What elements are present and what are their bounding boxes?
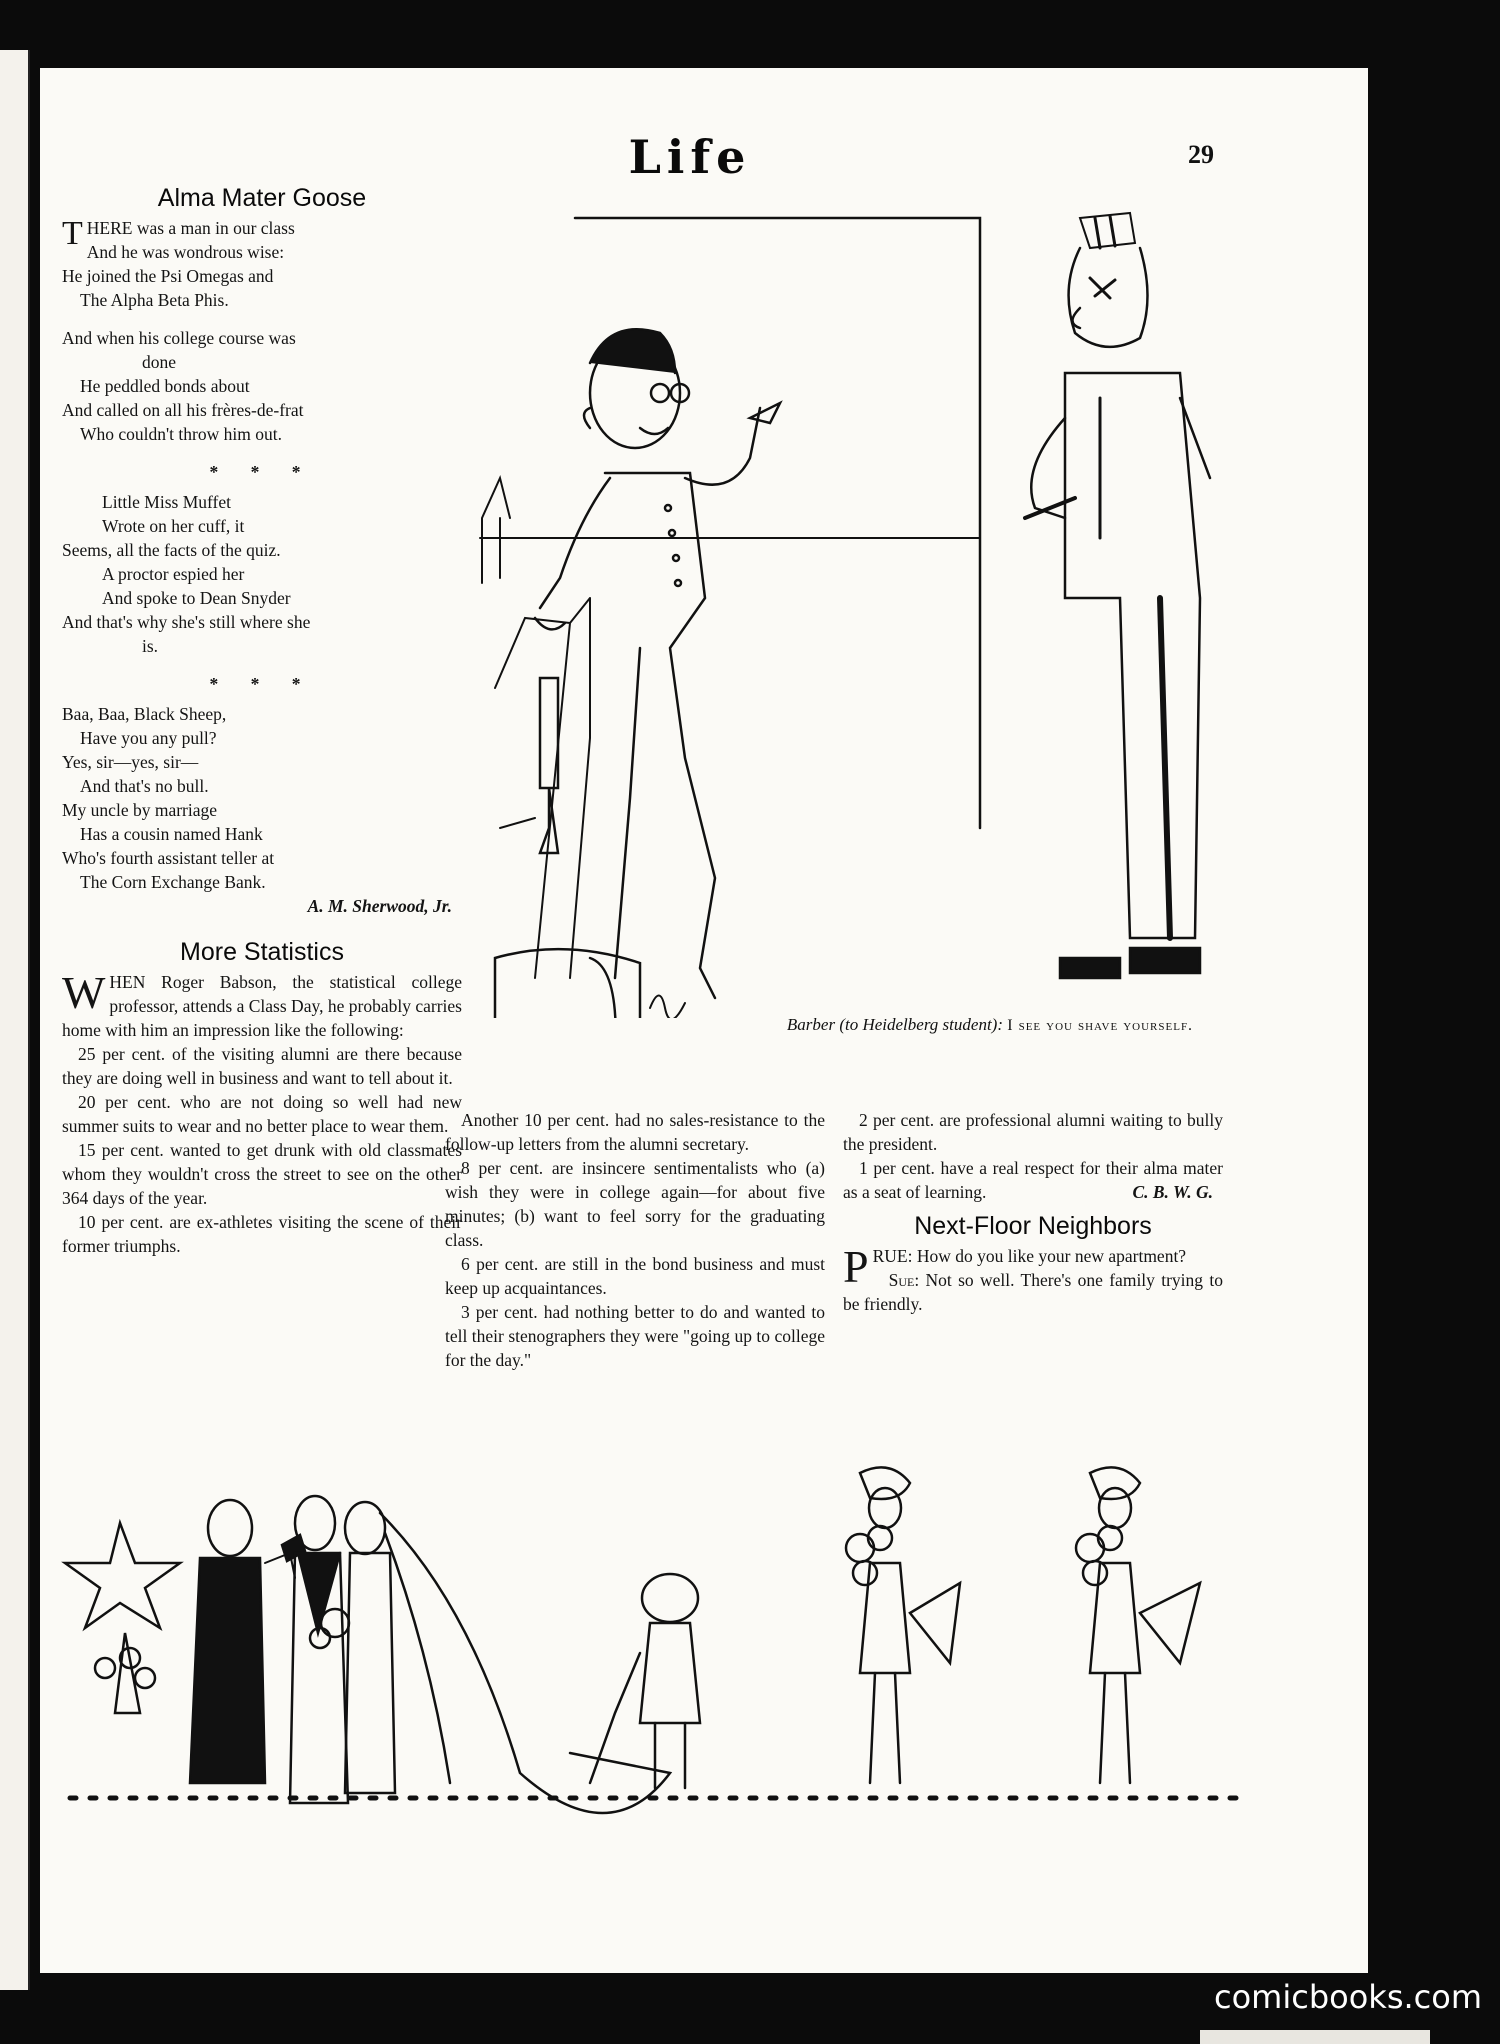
verse-line: Little Miss Muffet [102,492,231,512]
sue-line: Sue: Not so well. There's one family trying to be friendly. [843,1270,1223,1314]
verse-line: is. [142,636,159,656]
alma-mater-signature: A. M. Sherwood, Jr. [307,896,452,916]
separator: * * * [209,674,315,694]
statistics-paragraph: 2 per cent. are professional alumni waiting to bully the president. [843,1110,1223,1154]
middle-column [445,1108,825,1372]
verse-line: He joined the Psi Omegas and [62,266,274,286]
verse-line: My uncle by marriage [62,800,218,820]
verse-line: And when his college course was [62,328,296,348]
verse-line: Have you any pull? [80,728,217,748]
verse-line: Has a cousin named Hank [80,824,263,844]
verse-line: Baa, Baa, Black Sheep, [62,704,227,724]
magazine-page [40,68,1368,1973]
verse-line: He peddled bonds about [80,376,250,396]
watermark: comicbooks.com [1213,1978,1482,2016]
statistics-paragraph: Another 10 per cent. had no sales-resistance to the follow-up letters from the alumni secretary. [445,1110,825,1154]
page-number: 29 [1188,140,1214,169]
verse-line: A proctor espied her [102,564,245,584]
statistics-paragraph: 3 per cent. had nothing better to do and wanted to tell their stenographers they were "going up to college for the day." [445,1302,825,1370]
verse-line: And that's no bull. [80,776,209,796]
statistics-paragraph: 10 per cent. are ex-athletes visiting the scene of their former triumphs. [62,1212,462,1256]
cartoon-caption [730,1013,1250,1038]
barber-cartoon-illustration [440,178,1240,1018]
next-floor-title: Next-Floor Neighbors [914,1212,1152,1240]
statistics-paragraph: 6 per cent. are still in the bond business and must keep up acquaintances. [445,1254,825,1298]
stanza-2 [62,326,462,446]
verse-line: Seems, all the facts of the quiz. [62,540,281,560]
stanza-4 [62,702,462,918]
left-column [62,186,462,1258]
verse-line: done [142,352,177,372]
separator: * * * [209,462,315,482]
dropcap: P [843,1241,869,1292]
verse-line: And he was wondrous wise: [86,242,285,262]
statistics-paragraph: 1 per cent. have a real respect for their alma mater as a seat of learning. [843,1158,1223,1202]
wedding-procession-illustration [50,1453,1250,1893]
masthead: Life [628,130,752,184]
more-statistics-title: More Statistics [180,938,344,966]
previous-page-edge [0,50,30,1990]
caption-line: I see you shave yourself. [1007,1017,1194,1034]
alma-mater-title: Alma Mater Goose [157,184,367,212]
statistics-paragraph: 15 per cent. wanted to get drunk with old classmates whom they wouldn't cross the street to see on the other 364 days of the year. [62,1140,462,1208]
dropcap: W [62,967,106,1018]
verse-line: The Alpha Beta Phis. [80,290,229,310]
statistics-signature: C. B. W. G. [1132,1182,1213,1202]
verse-line: And that's why she's still where she [62,612,311,632]
next-page-edge [1200,2030,1430,2044]
verse-line: THERE was a man in our class [62,215,295,252]
dropcap: T [62,215,83,252]
verse-line: Wrote on her cuff, it [102,516,245,536]
verse-line: Yes, sir—yes, sir— [62,752,199,772]
statistics-paragraph: 25 per cent. of the visiting alumni are there because they are doing well in business and want to tell about it. [62,1044,462,1088]
right-column [843,1108,1223,1316]
prue-line: PRUE: How do you like your new apartment? [843,1241,1187,1292]
stanza-3 [62,490,462,658]
verse-line: The Corn Exchange Bank. [80,872,266,892]
statistics-paragraph: 20 per cent. who are not doing so well had new summer suits to wear and no better place to wear them. [62,1092,462,1136]
verse-line: And spoke to Dean Snyder [102,588,291,608]
caption-speaker: Barber (to Heidelberg student): [786,1015,1003,1034]
statistics-intro: WHEN Roger Babson, the statistical college professor, attends a Class Day, he probably carries home with him an impression like the following: [62,967,462,1040]
verse-line: Who couldn't throw him out. [80,424,282,444]
stanza-1 [62,216,462,312]
verse-line: Who's fourth assistant teller at [62,848,275,868]
statistics-paragraph: 8 per cent. are insincere sentimentalists who (a) wish they were in college again—for about five minutes; (b) want to feel sorry for the graduating class. [445,1158,825,1250]
verse-line: And called on all his frères-de-frat [62,400,304,420]
